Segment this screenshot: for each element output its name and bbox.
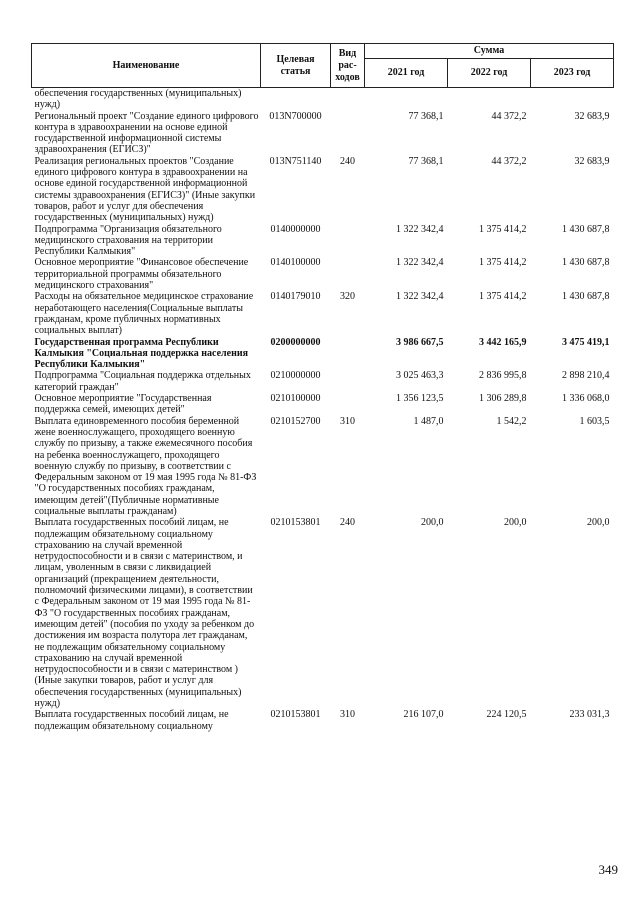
- row-target-article-cell: 0210000000: [270, 370, 321, 382]
- col-header-2022: 2022 год: [448, 59, 531, 88]
- row-expense-type-cell: [331, 393, 365, 416]
- table-row: [32, 416, 614, 518]
- row-target-article-cell: 0210153801: [270, 709, 321, 721]
- row-sum-2022-cell: 3 442 165,9: [479, 336, 527, 348]
- col-header-2023: 2023 год: [531, 59, 614, 88]
- row-sum-2022-cell: 44 372,2: [491, 110, 527, 122]
- table-row: [32, 517, 614, 709]
- row-sum-2023-cell: 2 898 210,4: [562, 370, 610, 382]
- row-expense-type-cell: 320: [340, 291, 355, 303]
- row-sum-2021-cell: 1 322 342,4: [396, 291, 444, 303]
- row-sum-2023-cell: 1 336 068,0: [562, 393, 610, 405]
- row-target-article-cell: 0140000000: [270, 223, 321, 235]
- row-target-article-cell: 0140100000: [270, 257, 321, 269]
- row-sum-2023-cell: 1 430 687,8: [562, 223, 610, 235]
- row-sum-2023-cell: 32 683,9: [574, 110, 610, 122]
- col-header-target-article: Целевая статья: [261, 44, 331, 88]
- table-row: [32, 257, 614, 291]
- row-sum-2021-cell: 3 025 463,3: [396, 370, 444, 382]
- row-expense-type-cell: [331, 337, 365, 371]
- row-name-cell: Выплата государственных пособий лицам, не подлежащим обязательному социальному: [34, 709, 229, 732]
- row-sum-2022-cell: 44 372,2: [491, 155, 527, 167]
- budget-table-page: [31, 43, 613, 732]
- row-expense-type-cell: 310: [340, 709, 355, 721]
- row-sum-2021-cell: 1 322 342,4: [396, 223, 444, 235]
- row-sum-2021-cell: 3 986 667,5: [396, 336, 444, 348]
- row-sum-2022-cell: 1 375 414,2: [479, 257, 527, 269]
- row-sum-2023-cell: 233 031,3: [569, 709, 610, 721]
- row-sum-2021-cell: 216 107,0: [403, 709, 444, 721]
- row-sum-2023-cell: 32 683,9: [574, 155, 610, 167]
- row-expense-type-cell: 240: [340, 155, 355, 167]
- row-sum-2021-cell: 1 322 342,4: [396, 257, 444, 269]
- table-row: [32, 224, 614, 258]
- row-name-cell: Расходы на обязательное медицинское страхование неработающего населения(Социальные выплаты гражданам, кроме публичных нормативных социальных выплат): [34, 291, 254, 337]
- row-sum-2021-cell: 200,0: [421, 517, 444, 529]
- row-sum-2023-cell: 1 430 687,8: [562, 257, 610, 269]
- row-expense-type-cell: [331, 111, 365, 156]
- col-header-sum: Сумма: [365, 44, 614, 59]
- row-sum-2022-cell: 224 120,5: [486, 709, 527, 721]
- row-target-article-cell: 0210153801: [270, 517, 321, 529]
- table-row: [32, 291, 614, 336]
- row-expense-type-cell: [331, 224, 365, 258]
- row-name-cell: обеспечения государственных (муниципальных) нужд): [34, 88, 242, 111]
- row-target-article-cell: [261, 88, 331, 111]
- table-row: [32, 337, 614, 371]
- row-sum-2022-cell: [448, 88, 531, 111]
- budget-table: [31, 43, 614, 732]
- row-sum-2023-cell: 1 430 687,8: [562, 291, 610, 303]
- row-sum-2022-cell: 1 375 414,2: [479, 223, 527, 235]
- row-expense-type-cell: 310: [340, 415, 355, 427]
- row-name-cell: Выплата государственных пособий лицам, не подлежащим обязательному социальному страхованию на случай временной нетрудоспособности и в связи с материнством, и лицам, уволенным в связи с ликвидацией организаций (прекращением деятельности, полномочий физическими лицами), в соответствии с Федеральным законом от 19 мая 1995 года № 81-ФЗ "О государственных пособиях гражданам, имеющим детей" (пособия по уходу за ребенком до достижения им возраста полутора лет гражданам, не подлежащим обязательному социальному страхованию на случай временной нетрудоспособности и в связи с материнством )(Иные закупки товаров, работ и услуг для обеспечения государственных (муниципальных) нужд): [34, 517, 255, 710]
- row-sum-2021-cell: 1 356 123,5: [396, 393, 444, 405]
- row-sum-2021-cell: 1 487,0: [413, 415, 444, 427]
- row-expense-type-cell: [331, 88, 365, 111]
- row-sum-2022-cell: 200,0: [504, 517, 527, 529]
- table-body: [32, 88, 614, 732]
- row-name-cell: Основное мероприятие "Государственная поддержка семей, имеющих детей": [34, 393, 212, 416]
- row-sum-2021-cell: 77 368,1: [408, 155, 444, 167]
- row-name-cell: Подпрограмма "Социальная поддержка отдельных категорий граждан": [34, 370, 251, 393]
- col-header-name: Наименование: [32, 44, 261, 88]
- row-name-cell: Основное мероприятие "Финансовое обеспечение территориальной программы обязательного медицинского страхования": [34, 257, 249, 292]
- row-expense-type-cell: 240: [340, 517, 355, 529]
- row-name-cell: Подпрограмма "Организация обязательного медицинского страхования на территории Республики Калмыкия": [34, 223, 222, 258]
- row-name-cell: Региональный проект "Создание единого цифрового контура в здравоохранении на основе единой государственной информационной системы здравоохранения (ЕГИСЗ)": [34, 110, 259, 156]
- page-number: 349: [598, 862, 618, 877]
- row-sum-2023-cell: 3 475 419,1: [562, 336, 610, 348]
- row-target-article-cell: 013N751140: [269, 155, 322, 167]
- row-target-article-cell: 0200000000: [270, 336, 321, 348]
- row-expense-type-cell: [331, 257, 365, 291]
- table-row: [32, 156, 614, 224]
- row-sum-2021-cell: [365, 88, 448, 111]
- row-target-article-cell: 0140179010: [270, 291, 321, 303]
- row-sum-2022-cell: 1 375 414,2: [479, 291, 527, 303]
- table-row: [32, 88, 614, 111]
- row-sum-2022-cell: 2 836 995,8: [479, 370, 527, 382]
- table-row: [32, 393, 614, 416]
- row-expense-type-cell: [331, 370, 365, 393]
- col-header-expense-type: Вид рас-ходов: [331, 44, 365, 88]
- row-sum-2022-cell: 1 542,2: [496, 415, 527, 427]
- table-row: [32, 709, 614, 732]
- row-sum-2023-cell: 1 603,5: [579, 415, 610, 427]
- table-row: [32, 370, 614, 393]
- row-sum-2021-cell: 77 368,1: [408, 110, 444, 122]
- row-target-article-cell: 0210152700: [270, 415, 321, 427]
- row-name-cell: Реализация региональных проектов "Создание единого цифрового контура в здравоохранении на основе единой государственной информационной системы здравоохранения (ЕГИСЗ)" (Иные закупки товаров, работ и услуг для обеспечения государственных (муниципальных) нужд): [34, 155, 256, 224]
- row-target-article-cell: 0210100000: [270, 393, 321, 405]
- row-name-cell: Государственная программа Республики Калмыкия "Социальная поддержка населения Республики Калмыкия": [34, 336, 249, 371]
- col-header-2021: 2021 год: [365, 59, 448, 88]
- row-name-cell: Выплата единовременного пособия беременной жене военнослужащего, проходящего военную службу по призыву, а также ежемесячного пособия на ребенка военнослужащего, проходящего военную службу по призыву, в соответствии с Федеральным законом от 19 мая 1995 года № 81-ФЗ "О государственных пособиях гражданам, имеющим детей"(Публичные нормативные социальные выплаты гражданам): [34, 415, 257, 517]
- row-target-article-cell: 013N700000: [269, 110, 322, 122]
- table-row: [32, 111, 614, 156]
- row-sum-2023-cell: [531, 88, 614, 111]
- row-sum-2022-cell: 1 306 289,8: [479, 393, 527, 405]
- row-sum-2023-cell: 200,0: [587, 517, 610, 529]
